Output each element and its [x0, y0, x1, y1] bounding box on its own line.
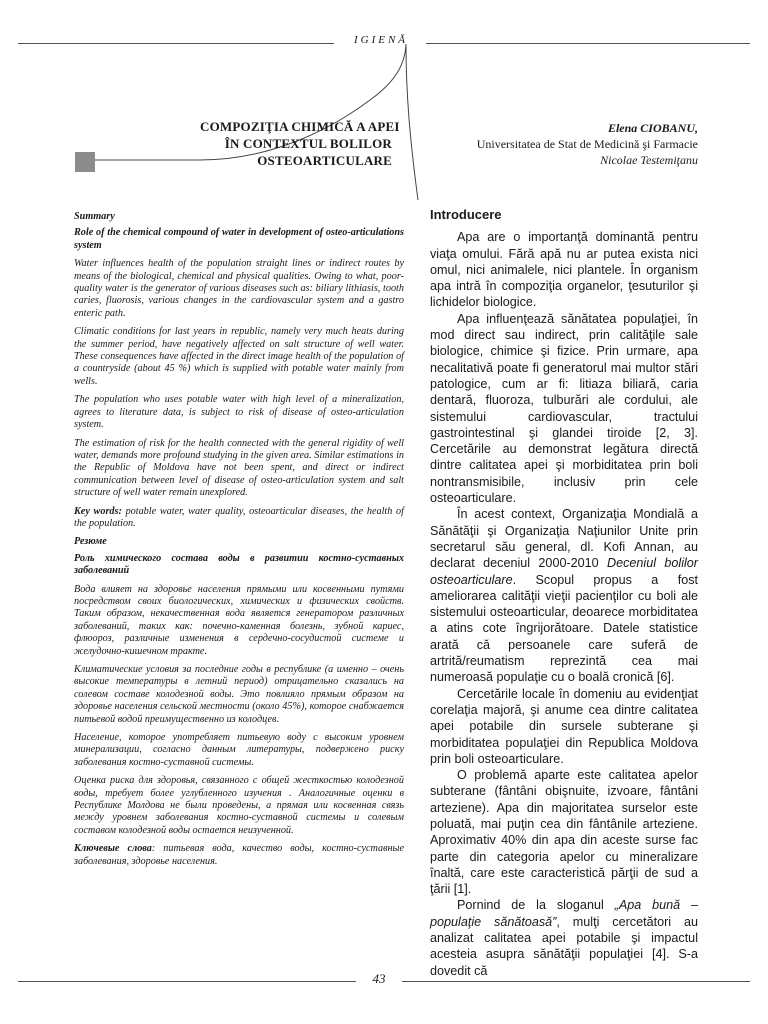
- section-header: IGIENĂ: [353, 34, 409, 46]
- intro-paragraph: O problemă aparte este calitatea apelor subterane (fântâni obişnuite, izvoare, fântâni arteziene). Apa din majoritatea surselor este poluată, mai puţin cea din fântânile arteziene. Aproximativ 40% din apa din aceste surse fac parte din categoria apelor cu mineralizare înaltă, care este caracteristică părţii de sud a ţării [1].: [430, 768, 698, 897]
- author-institution-name: Nicolae Testemiţanu: [600, 153, 698, 167]
- page-number: 43: [372, 971, 386, 986]
- intro-emphasis: Deceniul bolilor osteoarticulare: [430, 556, 698, 587]
- keywords-label: Key words:: [74, 505, 122, 517]
- intro-paragraph: [430, 506, 698, 685]
- intro-paragraph: Apa influenţează sănătatea populaţiei, în mod direct sau indirect, prin calităţile sale biologice, chimice şi fizice. Prin urmare, apa necalitativă poate fi generatorul mai multor stări patologice, cum ar fi: litiaza biliară, caria dentară, fluoroza, tulburări ale cordului, ale sistemului cardiovascular, tractului gastrointestinal şi glandei tiroide [2, 3]. Cercetările au demonstrat legătura directă dintre calitatea apei şi morbiditatea prin boli nontransmisibile, inclusiv prin cele osteoarticulare.: [430, 311, 698, 506]
- summary-ru-keywords: [74, 843, 404, 868]
- footer-rule-left: [18, 981, 356, 982]
- intro-paragraph: Apa are o importanţă dominantă pentru viaţa omului. Fără apă nu ar putea exista nici omul, nici animalele, nici plantele. În organism apa intră în compoziţia organelor, ţesuturilor şi lichidelor biologice.: [430, 230, 698, 310]
- intro-slogan: „Apa bună – populaţie sănătoasă”: [430, 898, 698, 929]
- summary-paragraph: The population who uses potable water with high level of a mineralization, agrees to literature data, is subject to risk of disease of osteo-articulation system.: [74, 394, 404, 431]
- summary-paragraph: Climatic conditions for last years in republic, namely very much heats during the summer period, have negatively affected on salt structure of well water. These consequences have affected in the direct image health of the population of a countryside (about 45 %) which is supplied with potable water mainly from wells.: [74, 326, 404, 387]
- intro-text: . Scopul propus a fost ameliorarea calităţii vieţii pacienţilor cu boli ale sistemului osteoarticular, deoarece morbiditatea a atins cote îngrijorătoare. Datele statistice arată că persoanele care suferă de artrită/reumatism reprezintă cea mai numeroasă populaţie cu o boală cronică [6].: [430, 572, 698, 685]
- summary-ru-paragraph: Климатические условия за последние годы в республике (а именно – очень высокие температуры в летний период) отрицательно сказались на солевом составе колодезной воды. Это повлияло прямым образом на здоровье населения сельской местности (около 45%), которое снабжается питьевой водой преимущественно из колодцев.: [74, 664, 404, 725]
- keywords-ru-label: Ключевые слова: [74, 843, 152, 855]
- summary-subtitle: Role of the chemical compound of water in development of osteo-articulations system: [74, 227, 404, 251]
- summary-heading: Summary: [74, 211, 115, 222]
- introduction-heading: Introducere: [430, 207, 502, 222]
- intro-paragraph: Cercetările locale în domeniu au evidenţiat corelaţia majoră, şi anume cea dintre calitatea apei potabile din sursele subterane şi morbiditatea populaţiei din Republica Moldova prin boli osteoarticulare.: [430, 686, 698, 766]
- summary-column: [74, 211, 404, 874]
- intro-paragraph: [430, 897, 698, 978]
- summary-paragraph: Water influences health of the population straight lines or indirect routes by means of the biological, chemical and physical qualities. Owing to what, poor-quality water is the generator of various diseases such as: biliary lithiasis, tooth caries, fluorosis, various changes in the cardiovascular system and a gastro enteric path.: [74, 258, 404, 319]
- keywords-ru-text: : питьевая вода, качество воды, костно-суставные заболевания, здоровье населения.: [74, 843, 404, 867]
- intro-text: , mulţi cercetători au analizat calitatea apei potabile şi impactul acesteia asupra sănătăţii populaţiei [4]. S-a dovedit că: [430, 914, 699, 978]
- decorative-curve: [0, 0, 768, 200]
- summary-ru-paragraph: Вода влияет на здоровье населения прямыми или косвенными путями посредством своих биологических, химических и физических свойств. Таким образом, некачественная вода является генератором различных заболеваний, таких как: почечно-каменная болезнь, зубной кариес, флюороз, различные изменения в сердечно-сосудистой системе и желудочно-кишечном тракте.: [74, 583, 404, 657]
- author-name: Elena CIOBANU,: [607, 121, 698, 135]
- title-line: OSTEOARTICULARE: [257, 153, 392, 168]
- intro-text: În acest context, Organizaţia Mondială a Sănătăţii şi Organizaţia Naţiunilor Unite prin secretarul său general, dl. Kofi Annan, au declarat deceniul 2000-2010: [430, 507, 698, 571]
- summary-ru-heading: Резюме: [74, 536, 107, 548]
- title-line: ÎN CONTEXTUL BOLILOR: [224, 136, 392, 151]
- introduction-column: [430, 207, 698, 979]
- summary-ru-paragraph: Оценка риска для здоровья, связанного с общей жесткостью колодезной воды, требует более углубленного изучения . Аналогичные оценки в Республике Молдова не были проведены, а прямая или косвенная связь между уровнем заболевания костно-суставной системы и солевым составом колодезной воды остается неизученной.: [74, 775, 404, 836]
- article-title: [200, 118, 400, 169]
- author-block: [430, 120, 698, 168]
- author-institution: Universitatea de Stat de Medicină şi Farmacie: [476, 137, 698, 151]
- title-line: COMPOZIŢIA CHIMICĂ A APEI: [200, 119, 400, 134]
- decorative-square: [75, 152, 95, 172]
- keywords-text: potable water, water quality, osteoarticular diseases, the health of the population.: [74, 505, 404, 529]
- intro-text: Pornind de la sloganul: [457, 898, 615, 913]
- summary-ru-paragraph: Население, которое употребляет питьевую воду с высоким уровнем минерализации, согласно данным литературы, подвержено риску заболевания костно-суставной системы.: [74, 732, 404, 768]
- summary-paragraph: The estimation of risk for the health connected with the general rigidity of well water, demands more profound studying in the given area. Similar estimations in the Republic of Moldova have not been spent, and direct or indirect communication between level of disease of osteo-articulation system and salt structure of well water remain unexplored.: [74, 437, 404, 499]
- summary-ru-subtitle: Роль химического состава воды в развитии костно-суставных заболеваний: [74, 552, 404, 577]
- summary-keywords: [74, 506, 404, 531]
- footer-rule-right: [402, 981, 750, 982]
